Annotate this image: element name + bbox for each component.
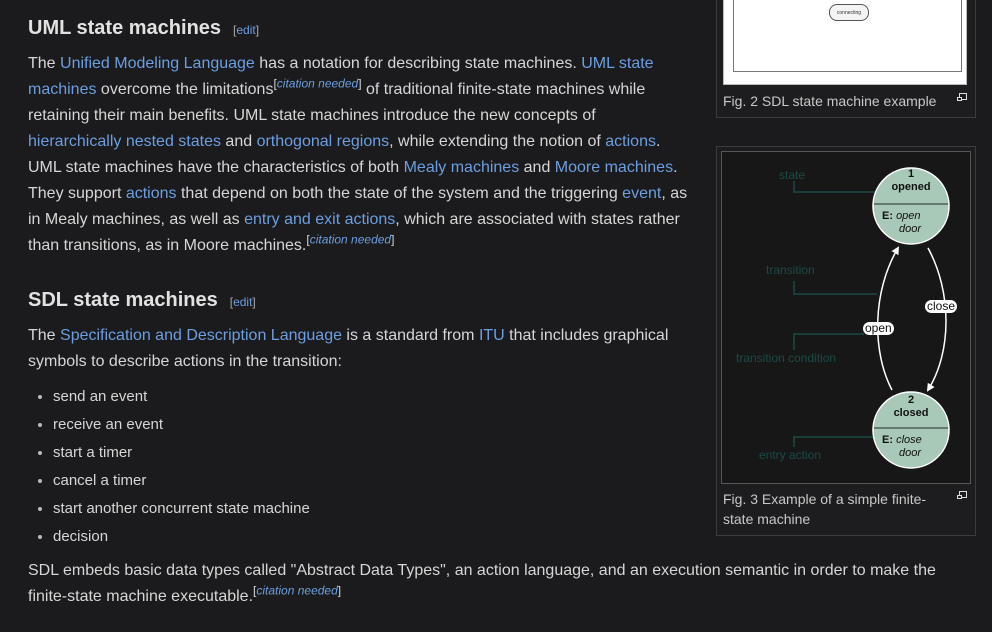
link-actions[interactable]: actions	[605, 133, 656, 150]
figure-fsm-example	[716, 146, 976, 536]
link-mealy-machines[interactable]: Mealy machines	[403, 159, 520, 176]
transition-annotation-line	[794, 281, 877, 294]
text: is a standard from	[341, 327, 479, 344]
list-item: • start another concurrent state machine	[53, 495, 310, 523]
link-actions-2[interactable]: actions	[125, 185, 177, 202]
link-event[interactable]: event	[622, 185, 662, 202]
edit-section-uml: [edit]	[233, 23, 260, 37]
edit-link-uml[interactable]: edit	[236, 23, 256, 37]
annotation-entry-action: entry action	[759, 448, 822, 462]
citation-needed-1: [citation needed]	[273, 76, 362, 91]
text: , while extending the notion of	[389, 133, 606, 150]
citation-needed-link-1[interactable]: citation needed	[276, 76, 359, 91]
enlarge-icon[interactable]	[957, 93, 967, 101]
entry-action-line2: door	[899, 223, 922, 235]
link-orthogonal-regions[interactable]: orthogonal regions	[256, 133, 390, 150]
state-opened	[873, 168, 949, 194]
transition-condition-annotation-line	[794, 334, 864, 350]
citation-needed-3: [citation needed]	[253, 583, 342, 598]
list-item: • decision	[53, 523, 310, 551]
text: SDL embeds basic data types called "Abstract Data Types", an action language, and an execution semantic in order to make the finite-state machine executable.	[28, 562, 936, 605]
text: overcome the limitations	[96, 81, 274, 98]
text: , as in Mealy machines, as well as	[28, 185, 688, 228]
text: The	[28, 55, 61, 72]
link-itu[interactable]: ITU	[478, 327, 505, 344]
sdl-paragraph-2	[28, 558, 958, 610]
figure-caption-3: Fig. 3 Example of a simple finite-state machine	[723, 491, 927, 527]
figure-sdl-image[interactable]	[723, 0, 967, 85]
close-transition-arrow	[928, 248, 946, 390]
figure-fsm-image[interactable]	[721, 151, 971, 484]
link-uml-state-machines[interactable]: UML state machines	[28, 55, 654, 98]
text: , which are associated with states rather than transitions, as in Moore machines.	[28, 211, 680, 254]
state-closed-entry	[882, 434, 952, 460]
text: The	[28, 327, 61, 344]
text: . They support	[28, 159, 678, 202]
list-item: • start a timer	[53, 439, 310, 467]
citation-needed-link-3[interactable]: citation needed	[256, 583, 338, 598]
section-heading-uml-text: UML state machines	[28, 17, 222, 39]
link-unified-modeling-language[interactable]: Unified Modeling Language	[60, 55, 255, 72]
state-closed-name: closed	[893, 407, 929, 419]
sdl-state-node	[829, 4, 869, 21]
list-item: • send an event	[53, 383, 310, 411]
uml-paragraph	[28, 51, 693, 259]
sdl-state-label: connecting	[836, 10, 862, 16]
state-opened-entry	[882, 210, 952, 236]
text: and	[519, 159, 555, 176]
annotation-transition-condition: transition condition	[736, 351, 837, 365]
entry-prefix: E:	[882, 210, 893, 222]
state-closed-number: 2	[907, 394, 915, 406]
citation-needed-2: [citation needed]	[306, 232, 395, 247]
link-hierarchically-nested-states[interactable]: hierarchically nested states	[28, 133, 221, 150]
link-specification-description-language[interactable]: Specification and Description Language	[60, 327, 342, 344]
annotation-transition: transition	[766, 263, 815, 277]
sdl-symbol-list	[28, 383, 310, 551]
text: has a notation for describing state machines.	[254, 55, 582, 72]
state-opened-number: 1	[907, 168, 915, 180]
transition-label-open: open	[865, 321, 892, 335]
entry-action-annotation-line	[794, 437, 877, 447]
state-annotation-line	[794, 181, 875, 192]
link-moore-machines[interactable]: Moore machines	[554, 159, 674, 176]
section-heading-uml	[28, 15, 259, 43]
citation-needed-link-2[interactable]: citation needed	[309, 232, 392, 247]
state-closed	[873, 394, 949, 420]
section-heading-sdl	[28, 287, 256, 315]
text: . UML state machines have the characteristics of both	[28, 133, 661, 176]
enlarge-icon[interactable]	[957, 491, 967, 499]
link-entry-exit-actions[interactable]: entry and exit actions	[244, 211, 396, 228]
entry-action-line2: door	[899, 447, 922, 459]
entry-action-line1: close	[896, 434, 922, 446]
open-transition-arrow	[878, 248, 898, 390]
section-heading-sdl-text: SDL state machines	[28, 289, 218, 311]
text: that depend on both the state of the system and the triggering	[176, 185, 623, 202]
edit-section-sdl: [edit]	[229, 295, 256, 309]
text: of traditional finite-state machines while retaining their main benefits. UML state machines introduce the new concepts of	[28, 81, 646, 124]
edit-link-sdl[interactable]: edit	[233, 295, 253, 309]
figure-caption-2: Fig. 2 SDL state machine example	[723, 93, 937, 109]
annotation-state: state	[779, 168, 806, 182]
list-item: • cancel a timer	[53, 467, 310, 495]
text: and	[220, 133, 257, 150]
text: that includes graphical symbols to describe actions in the transition:	[28, 327, 669, 370]
state-opened-name: opened	[891, 181, 931, 193]
entry-prefix: E:	[882, 434, 893, 446]
entry-action-line1: open	[896, 210, 921, 222]
figure-sdl-example	[716, 0, 976, 118]
list-item: • receive an event	[53, 411, 310, 439]
sdl-paragraph	[28, 323, 693, 375]
transition-label-close: close	[927, 299, 956, 313]
